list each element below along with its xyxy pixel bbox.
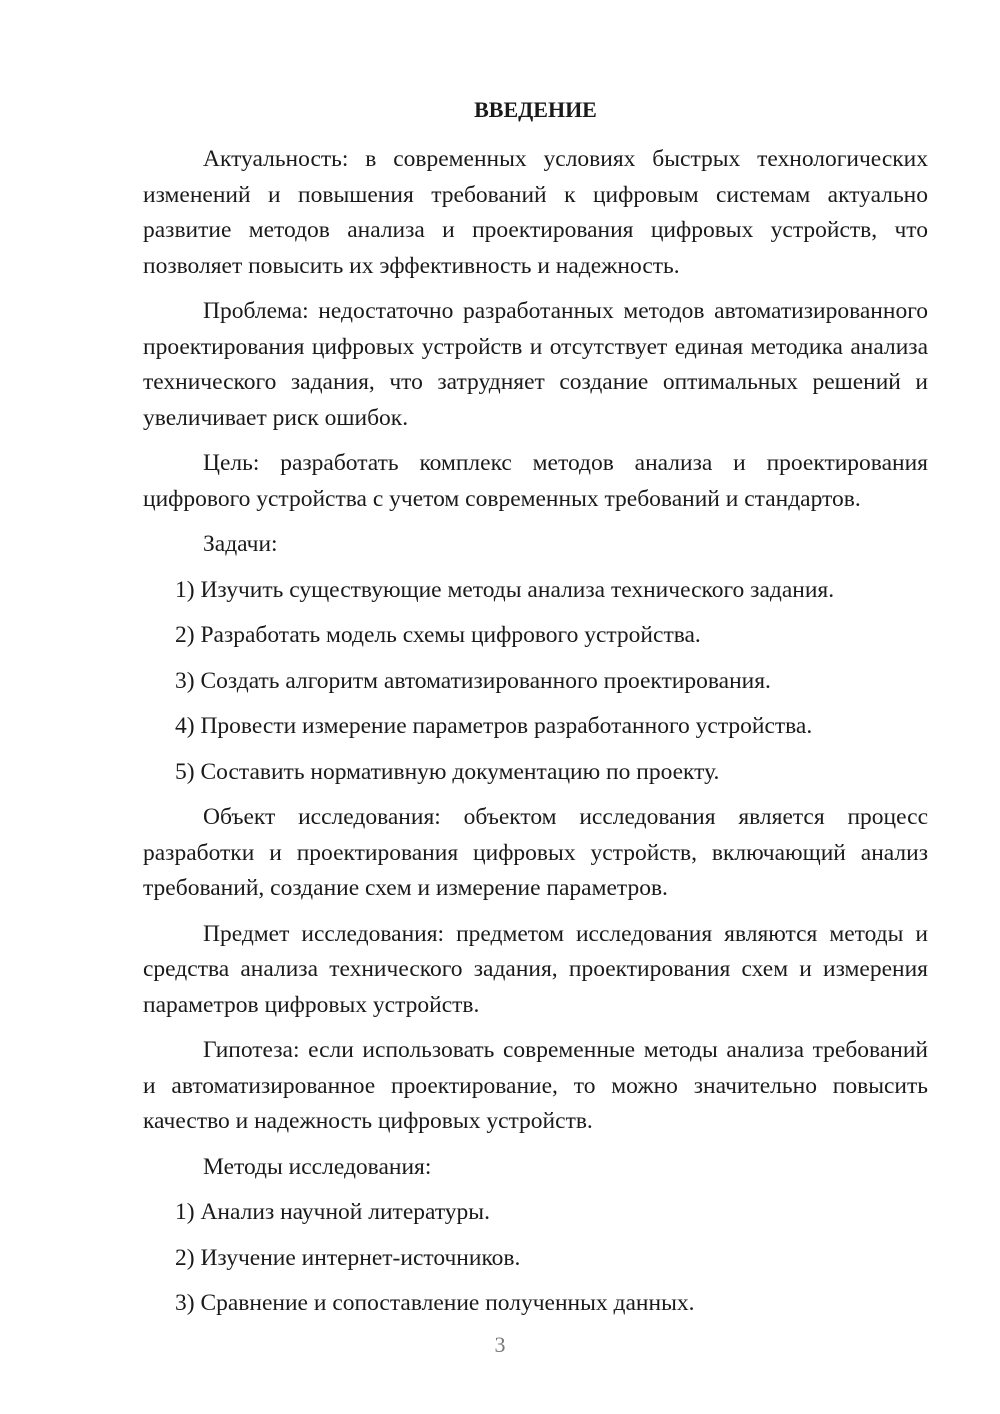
- task-item: 1) Изучить существующие методы анализа технического задания.: [175, 576, 835, 603]
- task-item: 4) Провести измерение параметров разработанного устройства.: [175, 713, 813, 739]
- relevance-paragraph: Актуальность: в современных условиях быстрых технологических изменений и повышения требований к цифровым системам актуально развитие методов анализа и проектирования цифровых устройств, что позволяет повысить их эффективность и надежность.: [143, 146, 928, 279]
- methods-list: [143, 1195, 928, 1322]
- tasks-label: Задачи:: [203, 531, 278, 557]
- methods-label: Методы исследования:: [203, 1153, 432, 1180]
- method-item: 2) Изучение интернет-источников.: [175, 1244, 521, 1271]
- task-item: 3) Создать алгоритм автоматизированного проектирования.: [175, 667, 771, 694]
- section-title: ВВЕДЕНИЕ: [474, 97, 597, 122]
- tasks-list: [143, 573, 928, 791]
- method-item: 3) Сравнение и сопоставление полученных данных.: [175, 1290, 695, 1316]
- method-item: 1) Анализ научной литературы.: [175, 1199, 490, 1225]
- task-item: 5) Составить нормативную документацию по проекту.: [175, 758, 720, 785]
- hypothesis-paragraph: Гипотеза: если использовать современные методы анализа требований и автоматизированное проектирование, то можно значительно повысить качество и надежность цифровых устройств.: [143, 1037, 928, 1134]
- page-number: 3: [494, 1332, 506, 1357]
- document-page: [143, 92, 928, 1332]
- object-paragraph: Объект исследования: объектом исследования является процесс разработки и проектирования цифровых устройств, включающий анализ требований, создание схем и измерение параметров.: [143, 804, 928, 901]
- task-item: 2) Разработать модель схемы цифрового устройства.: [175, 622, 701, 648]
- problem-paragraph: Проблема: недостаточно разработанных методов автоматизированного проектирования цифровых устройств и отсутствует единая методика анализа технического задания, что затрудняет создание оптимальных решений и увеличивает риск ошибок.: [143, 298, 928, 431]
- goal-paragraph: Цель: разработать комплекс методов анализа и проектирования цифрового устройства с учетом современных требований и стандартов.: [143, 450, 928, 512]
- subject-paragraph: Предмет исследования: предметом исследования являются методы и средства анализа технического задания, проектирования схем и измерения параметров цифровых устройств.: [143, 920, 928, 1018]
